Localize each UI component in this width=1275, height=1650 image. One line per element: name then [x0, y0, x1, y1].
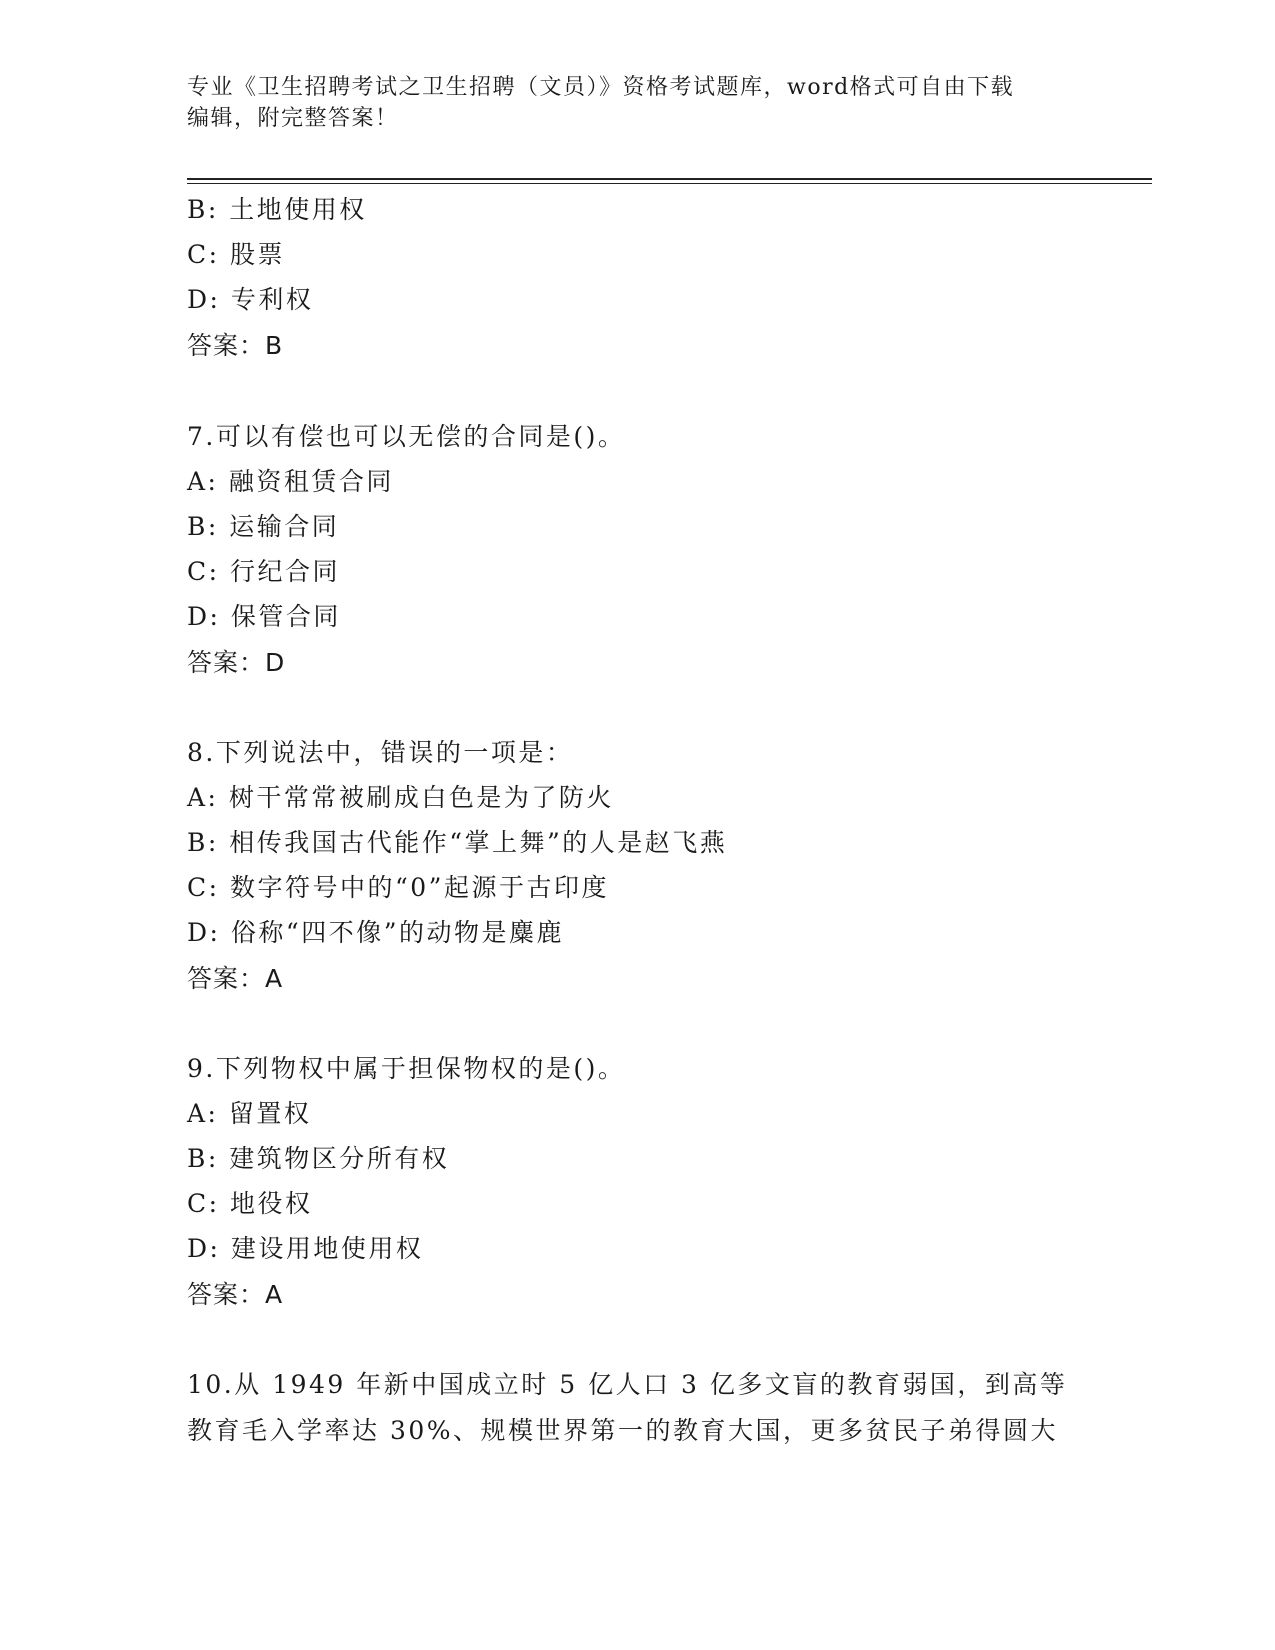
q9-stem: 9.下列物权中属于担保物权的是()。 [187, 1054, 626, 1083]
q7-stem: 7.可以有偿也可以无偿的合同是()。 [187, 422, 626, 451]
q7-option-b: B: 运输合同 [187, 512, 340, 541]
q9-option-b: B: 建筑物区分所有权 [187, 1144, 450, 1173]
q6-option-d: D: 专利权 [187, 285, 314, 314]
header-line-2: 编辑，附完整答案！ [187, 106, 399, 131]
q8-option-b: B: 相传我国古代能作“掌上舞”的人是赵飞燕 [187, 828, 728, 857]
header-line-1: 专业《卫生招聘考试之卫生招聘（文员）》资格考试题库，word格式可自由下载 [187, 75, 1015, 100]
q8-option-d: D: 俗称“四不像”的动物是麋鹿 [187, 918, 564, 947]
q8-option-a: A: 树干常常被刷成白色是为了防火 [187, 783, 614, 812]
q8-stem: 8.下列说法中，错误的一项是： [187, 738, 574, 767]
q9-option-c: C: 地役权 [187, 1189, 313, 1218]
page-header [187, 72, 1087, 134]
q7-option-c: C: 行纪合同 [187, 557, 340, 586]
q6-option-b: B: 土地使用权 [187, 195, 367, 224]
header-divider [187, 178, 1152, 184]
q7-option-a: A: 融资租赁合同 [187, 467, 394, 496]
q9-answer: 答案：A [187, 1280, 284, 1309]
q8-option-c: C: 数字符号中的“0”起源于古印度 [187, 873, 609, 902]
q8-answer: 答案：A [187, 964, 284, 993]
q7-answer: 答案：D [187, 648, 286, 677]
q9-option-d: D: 建设用地使用权 [187, 1234, 424, 1263]
q10-stem-line-1: 10.从 1949 年新中国成立时 5 亿人口 3 亿多文盲的教育弱国，到高等 [187, 1370, 1068, 1399]
q6-option-c: C: 股票 [187, 240, 285, 269]
q10-stem-line-2: 教育毛入学率达 30%、规模世界第一的教育大国，更多贫民子弟得圆大 [187, 1416, 1059, 1445]
q7-option-d: D: 保管合同 [187, 602, 341, 631]
q6-answer: 答案：B [187, 331, 284, 360]
q9-option-a: A: 留置权 [187, 1099, 312, 1128]
